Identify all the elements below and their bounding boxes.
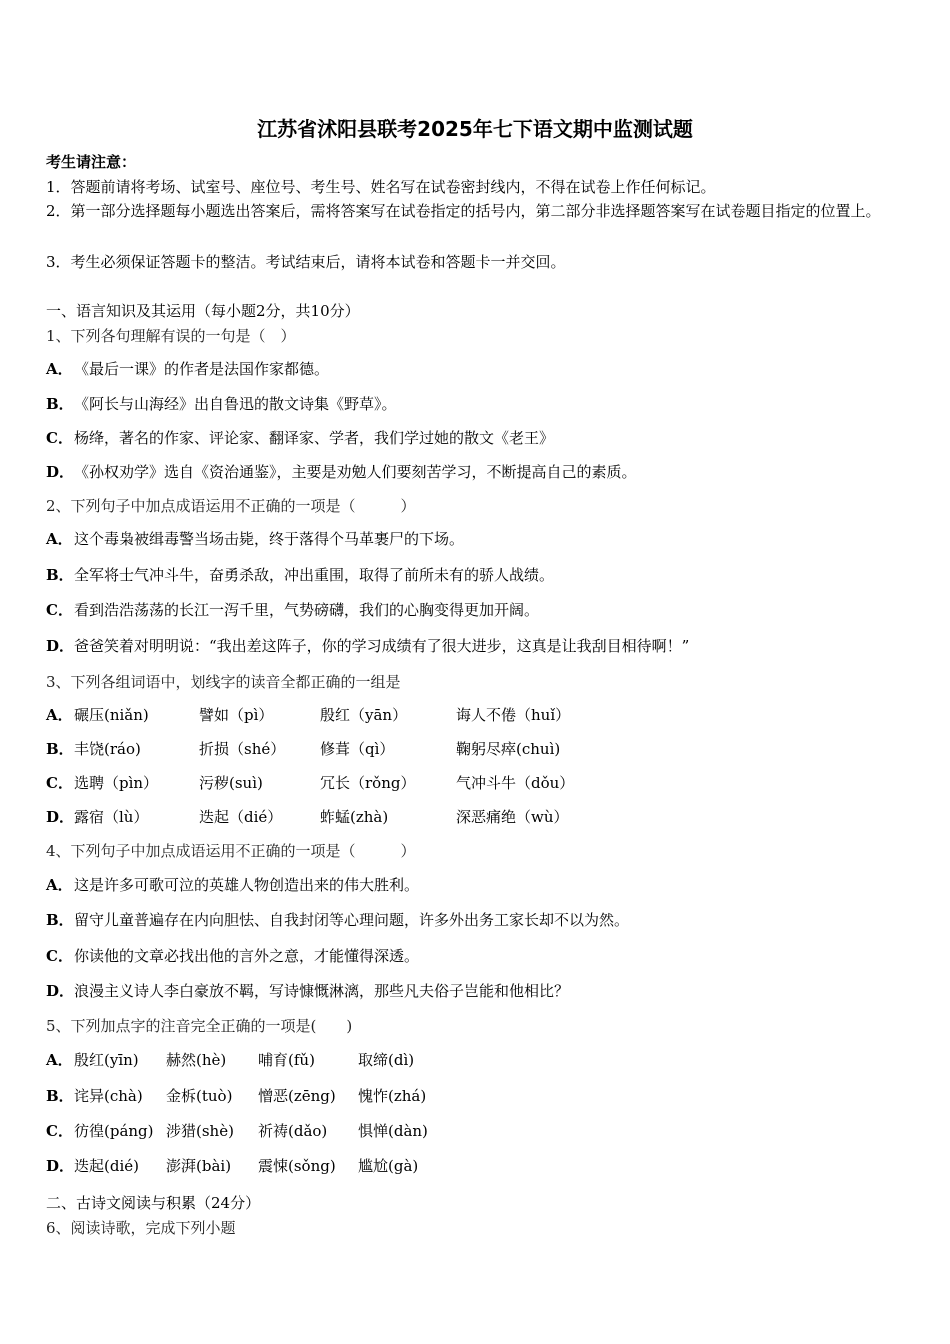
question-stem: 3、下列各组词语中，划线字的读音全都正确的一组是 xyxy=(46,673,401,691)
notice-item: 2．第一部分选择题每小题选出答案后，需将答案写在试卷指定的括号内，第二部分非选择题答案写在试卷题目指定的位置上。 xyxy=(46,202,881,220)
option-d xyxy=(46,1156,418,1176)
option-a xyxy=(46,359,329,379)
option-label: A． xyxy=(46,360,73,378)
word-cell: 选聘（pìn） xyxy=(74,774,159,792)
option-label: D． xyxy=(46,982,75,1000)
option-label: C． xyxy=(46,947,73,965)
word-cell: 污秽(suì) xyxy=(199,774,263,792)
option-c xyxy=(46,773,574,793)
option-text: 《阿长与山海经》出自鲁迅的散文诗集《野草》。 xyxy=(74,395,397,413)
word-cell: 诧异(chà) xyxy=(74,1087,143,1105)
option-text: 《孙权劝学》选自《资治通鉴》，主要是劝勉人们要刻苦学习，不断提高自己的素质。 xyxy=(74,463,637,481)
option-c xyxy=(46,1121,428,1141)
question-stem: 2、下列句子中加点成语运用不正确的一项是（ ） xyxy=(46,497,416,515)
option-d xyxy=(46,981,569,1001)
option-text: 杨绛，著名的作家、评论家、翻译家、学者，我们学过她的散文《老王》 xyxy=(74,429,555,447)
option-label: C． xyxy=(46,774,73,792)
section-heading: 二、古诗文阅读与积累（24分） xyxy=(46,1194,261,1212)
word-cell: 迭起（dié） xyxy=(199,808,283,826)
word-cell: 深恶痛绝（wù） xyxy=(456,808,569,826)
section-heading: 一、语言知识及其运用（每小题2分，共10分） xyxy=(46,302,360,320)
option-c xyxy=(46,428,554,448)
word-cell: 修葺（qì） xyxy=(320,740,395,758)
option-label: A． xyxy=(46,706,73,724)
option-text: 看到浩浩荡荡的长江一泻千里，气势磅礴，我们的心胸变得更加开阔。 xyxy=(74,601,540,619)
option-text: 你读他的文章必找出他的言外之意，才能懂得深透。 xyxy=(74,947,420,965)
word-cell: 尴尬(gà) xyxy=(358,1157,419,1175)
word-cell: 惧惮(dàn) xyxy=(358,1122,428,1140)
question-stem: 5、下列加点字的注音完全正确的一项是( ) xyxy=(46,1017,353,1035)
option-label: B． xyxy=(46,1087,74,1105)
option-label: B． xyxy=(46,911,74,929)
word-cell: 气冲斗牛（dǒu） xyxy=(456,774,575,792)
question-stem: 4、下列句子中加点成语运用不正确的一项是（ ） xyxy=(46,842,416,860)
option-a xyxy=(46,1050,414,1070)
word-cell: 殷红（yān） xyxy=(320,706,408,724)
option-text: 爸爸笑着对明明说：“我出差这阵子，你的学习成绩有了很大进步，这真是让我刮目相待啊！” xyxy=(74,637,690,655)
option-c xyxy=(46,600,539,620)
question-stem: 6、阅读诗歌，完成下列小题 xyxy=(46,1219,236,1237)
option-b xyxy=(46,739,560,759)
option-c xyxy=(46,946,419,966)
notice-heading: 考生请注意： xyxy=(46,153,137,171)
word-cell: 祈祷(dǎo) xyxy=(258,1122,328,1140)
option-a xyxy=(46,705,570,725)
option-d xyxy=(46,636,689,656)
option-b xyxy=(46,394,397,414)
option-label: D． xyxy=(46,463,75,481)
word-cell: 鞠躬尽瘁(chuì) xyxy=(456,740,561,758)
option-label: B． xyxy=(46,740,74,758)
option-label: C． xyxy=(46,1122,73,1140)
option-label: D． xyxy=(46,637,75,655)
option-label: A． xyxy=(46,530,73,548)
option-text: 《最后一课》的作者是法国作家都德。 xyxy=(74,360,330,378)
page-title: 江苏省沭阳县联考2025年七下语文期中监测试题 xyxy=(257,117,693,141)
word-cell: 愧怍(zhá) xyxy=(358,1087,427,1105)
option-text: 这是许多可歌可泣的英雄人物创造出来的伟大胜利。 xyxy=(74,876,420,894)
option-d xyxy=(46,462,637,482)
word-cell: 澎湃(bài) xyxy=(166,1157,232,1175)
option-text: 全军将士气冲斗牛，奋勇杀敌，冲出重围，取得了前所未有的骄人战绩。 xyxy=(74,566,555,584)
word-cell: 譬如（pì） xyxy=(199,706,274,724)
option-b xyxy=(46,910,629,930)
option-a xyxy=(46,529,464,549)
word-cell: 涉猎(shè) xyxy=(166,1122,234,1140)
notice-item: 3．考生必须保证答题卡的整洁。考试结束后，请将本试卷和答题卡一并交回。 xyxy=(46,253,566,271)
option-label: B． xyxy=(46,395,74,413)
option-label: D． xyxy=(46,1157,75,1175)
word-cell: 金柝(tuò) xyxy=(166,1087,233,1105)
word-cell: 碾压(niǎn) xyxy=(74,706,149,724)
word-cell: 露宿（lù） xyxy=(74,808,149,826)
option-b xyxy=(46,565,554,585)
question-stem: 1、下列各句理解有误的一句是（ ） xyxy=(46,327,296,345)
option-label: D． xyxy=(46,808,75,826)
word-cell: 赫然(hè) xyxy=(166,1051,227,1069)
option-label: A． xyxy=(46,1051,73,1069)
option-label: C． xyxy=(46,429,73,447)
word-cell: 诲人不倦（huǐ） xyxy=(456,706,571,724)
word-cell: 丰饶(ráo) xyxy=(74,740,141,758)
notice-item: 1．答题前请将考场、试室号、座位号、考生号、姓名写在试卷密封线内，不得在试卷上作任何标记。 xyxy=(46,178,716,196)
word-cell: 哺育(fǔ) xyxy=(258,1051,315,1069)
option-b xyxy=(46,1086,426,1106)
option-text: 浪漫主义诗人李白豪放不羁，写诗慷慨淋漓，那些凡夫俗子岂能和他相比？ xyxy=(74,982,570,1000)
option-text: 留守儿童普遍存在内向胆怯、自我封闭等心理问题，许多外出务工家长却不以为然。 xyxy=(74,911,630,929)
word-cell: 憎恶(zēng) xyxy=(258,1087,336,1105)
option-d xyxy=(46,807,569,827)
word-cell: 取缔(dì) xyxy=(358,1051,415,1069)
option-label: C． xyxy=(46,601,73,619)
word-cell: 彷徨(páng) xyxy=(74,1122,154,1140)
option-label: B． xyxy=(46,566,74,584)
word-cell: 折损（shé） xyxy=(199,740,286,758)
word-cell: 迭起(dié) xyxy=(74,1157,139,1175)
word-cell: 蚱蜢(zhà) xyxy=(320,808,389,826)
option-label: A． xyxy=(46,876,73,894)
option-text: 这个毒枭被缉毒警当场击毙，终于落得个马革裹尸的下场。 xyxy=(74,530,465,548)
word-cell: 殷红(yīn) xyxy=(74,1051,139,1069)
option-a xyxy=(46,875,419,895)
word-cell: 冗长（rǒng） xyxy=(320,774,416,792)
word-cell: 震悚(sǒng) xyxy=(258,1157,336,1175)
